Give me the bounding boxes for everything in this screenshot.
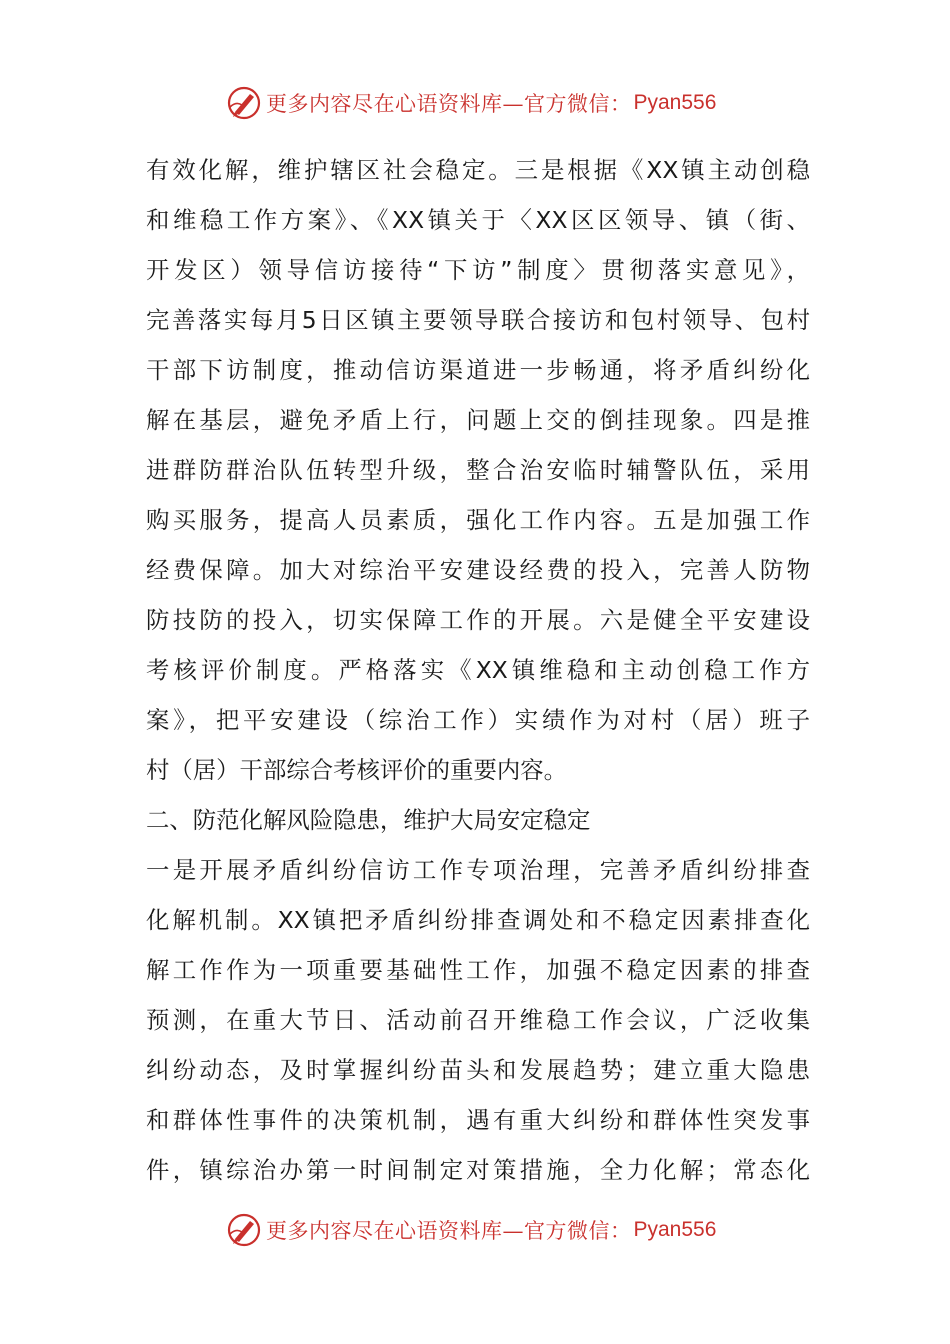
text-line: 预测，在重大节日、活动前召开维稳工作会议，广泛收集	[146, 1006, 810, 1034]
text-line: 防技防的投入，切实保障工作的开展。六是健全平安建设	[146, 606, 810, 634]
text-line: 和维稳工作方案》、《XX镇关于〈XX区区领导、镇（街、	[146, 206, 810, 234]
text-line: 进群防群治队伍转型升级，整合治安临时辅警队伍，采用	[146, 456, 810, 484]
text-line: 纠纷动态，及时掌握纠纷苗头和发展趋势；建立重大隐患	[146, 1056, 810, 1084]
text-line: 经费保障。加大对综治平安建设经费的投入，完善人防物	[146, 556, 810, 584]
text-line: 解在基层，避免矛盾上行，问题上交的倒挂现象。四是推	[146, 406, 810, 434]
text-line: 有效化解，维护辖区社会稳定。三是根据《XX镇主动创稳	[146, 156, 810, 184]
text-line: 干部下访制度，推动信访渠道进一步畅通，将矛盾纠纷化	[146, 356, 810, 384]
text-line: 一是开展矛盾纠纷信访工作专项治理，完善矛盾纠纷排查	[146, 856, 810, 884]
text-line: 和群体性事件的决策机制，遇有重大纠纷和群体性突发事	[146, 1106, 810, 1134]
text-line: 解工作作为一项重要基础性工作，加强不稳定因素的排查	[146, 956, 810, 984]
pen-logo-icon	[226, 1212, 262, 1248]
text-line: 化解机制。XX镇把矛盾纠纷排查调处和不稳定因素排查化	[146, 906, 810, 934]
wechat-id: Pyan556	[633, 91, 717, 114]
text-line: 完善落实每月5日区镇主要领导联合接访和包村领导、包村	[146, 306, 810, 334]
footer-watermark	[226, 1210, 716, 1250]
text-line: 案》，把平安建设（综治工作）实绩作为对村（居）班子	[146, 706, 810, 734]
text-line: 件，镇综治办第一时间制定对策措施，全力化解；常态化	[146, 1156, 810, 1184]
wechat-id: Pyan556	[633, 1218, 717, 1241]
document-body	[146, 145, 810, 1195]
header-watermark	[226, 83, 716, 123]
text-line: 考核评价制度。严格落实《XX镇维稳和主动创稳工作方	[146, 656, 810, 684]
watermark-text: 更多内容尽在心语资料库—官方微信：	[266, 92, 632, 116]
watermark-text: 更多内容尽在心语资料库—官方微信：	[266, 1219, 632, 1243]
section-heading: 二、防范化解风险隐患，维护大局安定稳定	[146, 806, 591, 834]
text-line: 村（居）干部综合考核评价的重要内容。	[146, 756, 568, 784]
text-line: 开发区）领导信访接待“下访”制度〉贯彻落实意见》，	[146, 256, 810, 284]
pen-logo-icon	[226, 85, 262, 121]
text-line: 购买服务，提高人员素质，强化工作内容。五是加强工作	[146, 506, 810, 534]
